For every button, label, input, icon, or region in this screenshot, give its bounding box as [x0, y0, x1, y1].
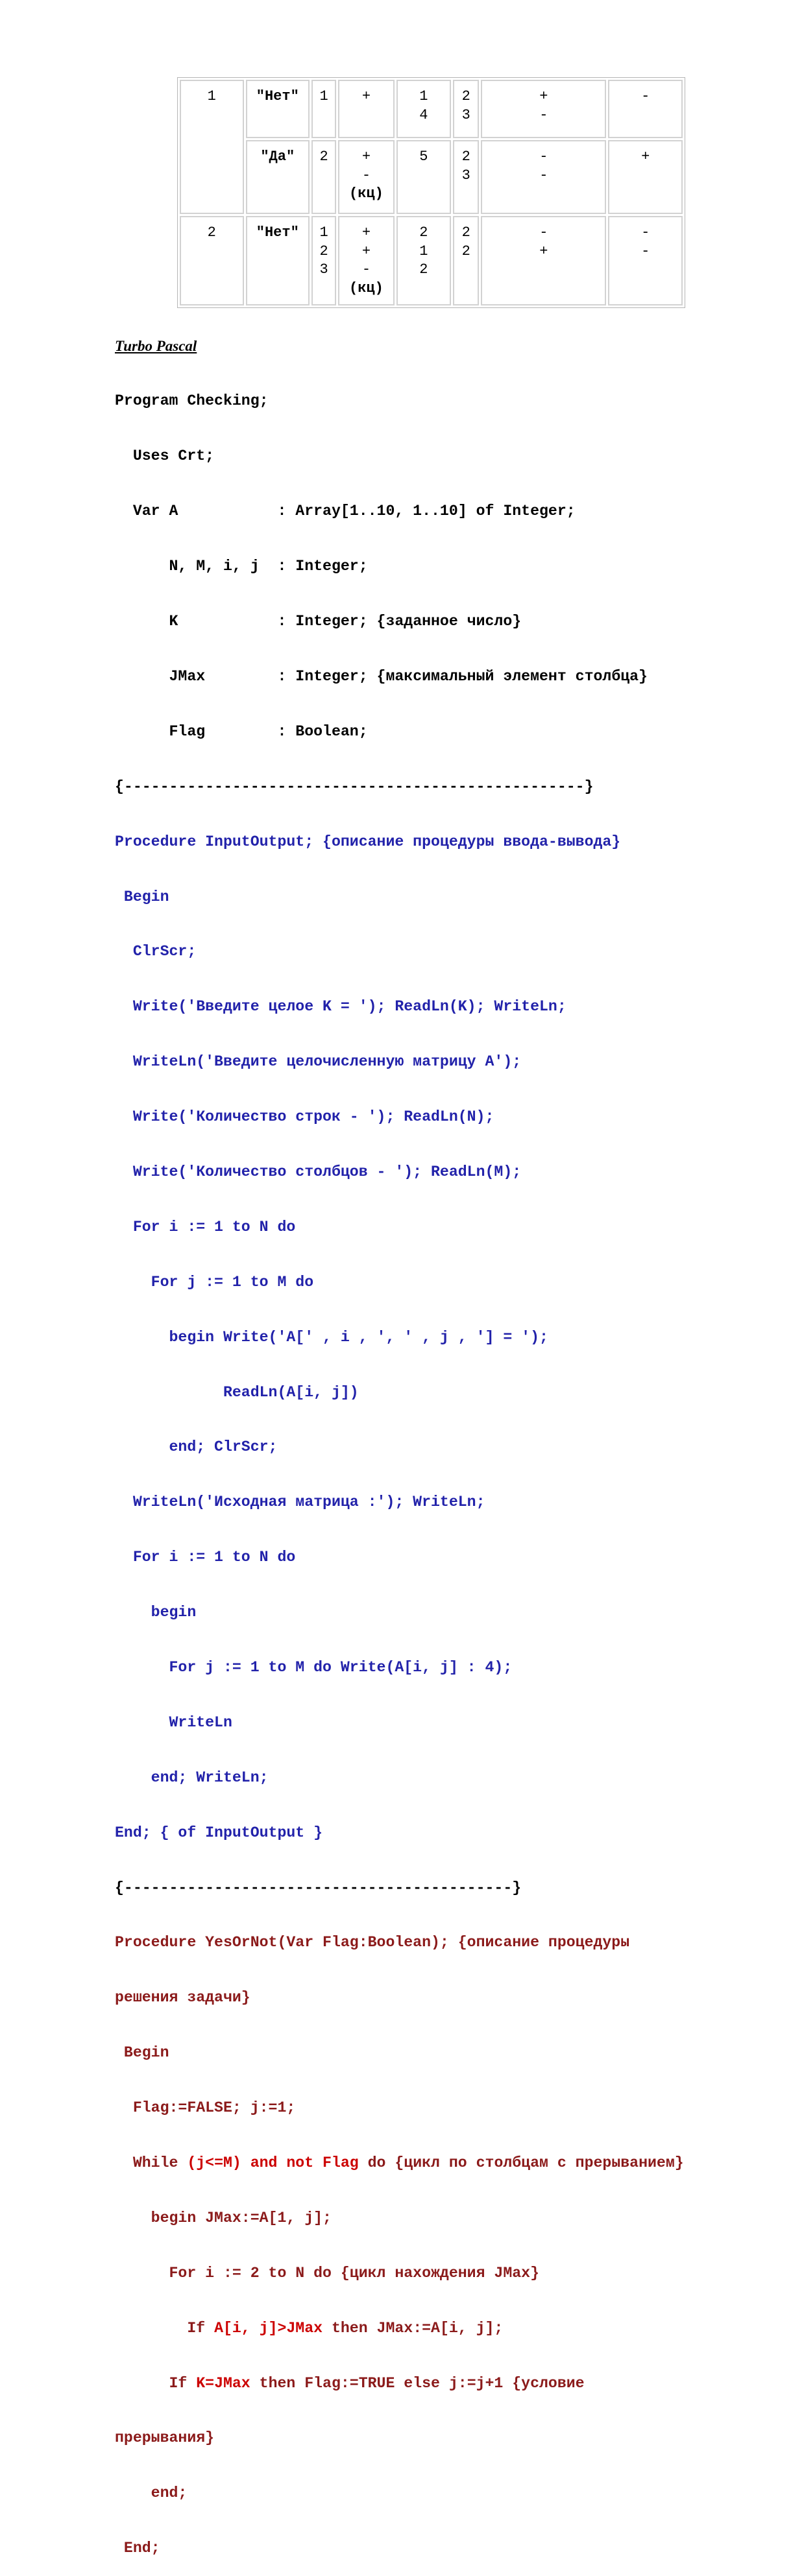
code-separator: {-------------------------------------------} — [115, 1879, 522, 1896]
code-line: For j := 1 to M do — [115, 1273, 314, 1291]
code-line: Procedure InputOutput; {описание процедуры ввода-вывода} — [115, 833, 621, 850]
table-cell: 1 4 — [396, 80, 451, 138]
table-row — [180, 80, 683, 138]
code-line: For i := 1 to N do — [115, 1218, 296, 1235]
code-line: Program Checking; — [115, 392, 269, 410]
code-line: WriteLn('Исходная матрица :'); WriteLn; — [115, 1494, 485, 1511]
code-highlight: A[i, j]>JMax — [214, 2319, 323, 2337]
code-highlight: K=JMax — [196, 2374, 250, 2392]
table-cell: 1 — [180, 80, 244, 214]
code-line: решения задачи} — [115, 1989, 250, 2007]
table-cell: 2 — [311, 140, 336, 214]
table-cell: "Нет" — [246, 80, 310, 138]
code-line: Flag:=FALSE; j:=1; — [115, 2099, 296, 2117]
code-line: Write('Введите целое K = '); ReadLn(K); WriteLn; — [115, 998, 566, 1016]
code-line: WriteLn('Введите целочисленную матрицу A'); — [115, 1053, 522, 1071]
code-line: begin Write('A[' , i , ', ' , j , '] = '); — [115, 1328, 548, 1346]
table-cell: + + - (кц) — [338, 216, 394, 305]
code-line: Begin — [115, 888, 169, 905]
code-line: If K=JMax then Flag:=TRUE else j:=j+1 {условие — [115, 2374, 585, 2392]
code-line: Begin — [115, 2044, 169, 2062]
code-separator: {---------------------------------------------------} — [115, 778, 594, 795]
code-line: прерывания} — [115, 2429, 215, 2447]
code-line: end; ClrScr; — [115, 1438, 278, 1456]
code-line: For i := 1 to N do — [115, 1549, 296, 1566]
table-cell: 1 2 3 — [311, 216, 336, 305]
code-line: ReadLn(A[i, j]) — [115, 1383, 359, 1401]
table-cell: - - — [608, 216, 683, 305]
code-line: For j := 1 to M do Write(A[i, j] : 4); — [115, 1658, 513, 1676]
table-cell: "Нет" — [246, 216, 310, 305]
code-line: JMax : Integer; {максимальный элемент столбца} — [115, 667, 648, 685]
code-line: Write('Количество столбцов - '); ReadLn(M); — [115, 1163, 522, 1180]
code-line: N, M, i, j : Integer; — [115, 558, 368, 575]
table-cell: 2 1 2 — [396, 216, 451, 305]
code-line: End; — [115, 2540, 160, 2557]
code-listing — [115, 300, 790, 2576]
code-line: K : Integer; {заданное число} — [115, 613, 522, 630]
trace-table — [177, 77, 685, 308]
table-cell: - - — [481, 140, 606, 214]
table-cell: + - — [481, 80, 606, 138]
code-comment: {заданное число} — [376, 613, 522, 630]
code-line: ClrScr; — [115, 943, 197, 960]
code-line: begin JMax:=A[1, j]; — [115, 2209, 332, 2226]
code-line: end; WriteLn; — [115, 1769, 269, 1786]
code-line: end; — [115, 2485, 188, 2502]
table-cell: 2 3 — [453, 140, 479, 214]
code-line: While (j<=M) and not Flag do {цикл по столбцам с прерыванием} — [115, 2154, 684, 2171]
code-line: begin — [115, 1604, 197, 1621]
code-line: Var A : Array[1..10, 1..10] of Integer; — [115, 503, 576, 520]
code-line: Write('Количество строк - '); ReadLn(N); — [115, 1108, 494, 1126]
table-cell: "Да" — [246, 140, 310, 214]
table-row — [180, 216, 683, 305]
code-line: Procedure YesOrNot(Var Flag:Boolean); {описание процедуры — [115, 1934, 630, 1951]
code-line: WriteLn — [115, 1713, 232, 1731]
code-line: For i := 2 to N do {цикл нахождения JMax} — [115, 2264, 539, 2282]
table-cell: 2 3 — [453, 80, 479, 138]
code-line: Flag : Boolean; — [115, 722, 368, 740]
code-line: If A[i, j]>JMax then JMax:=A[i, j]; — [115, 2319, 504, 2337]
table-cell: + — [608, 140, 683, 214]
code-line: Uses Crt; — [115, 447, 215, 465]
table-cell: - — [608, 80, 683, 138]
table-cell: 1 — [311, 80, 336, 138]
table-cell: 2 — [180, 216, 244, 305]
table-cell: + — [338, 80, 394, 138]
code-line: End; { of InputOutput } — [115, 1824, 323, 1841]
table-cell: + - (кц) — [338, 140, 394, 214]
section-heading: Turbo Pascal — [115, 337, 197, 354]
table-row — [180, 140, 683, 214]
table-cell: 5 — [396, 140, 451, 214]
code-highlight: (j<=M) and not Flag — [187, 2154, 359, 2171]
table-cell: - + — [481, 216, 606, 305]
table-cell: 2 2 — [453, 216, 479, 305]
code-comment: {максимальный элемент столбца} — [376, 667, 648, 685]
